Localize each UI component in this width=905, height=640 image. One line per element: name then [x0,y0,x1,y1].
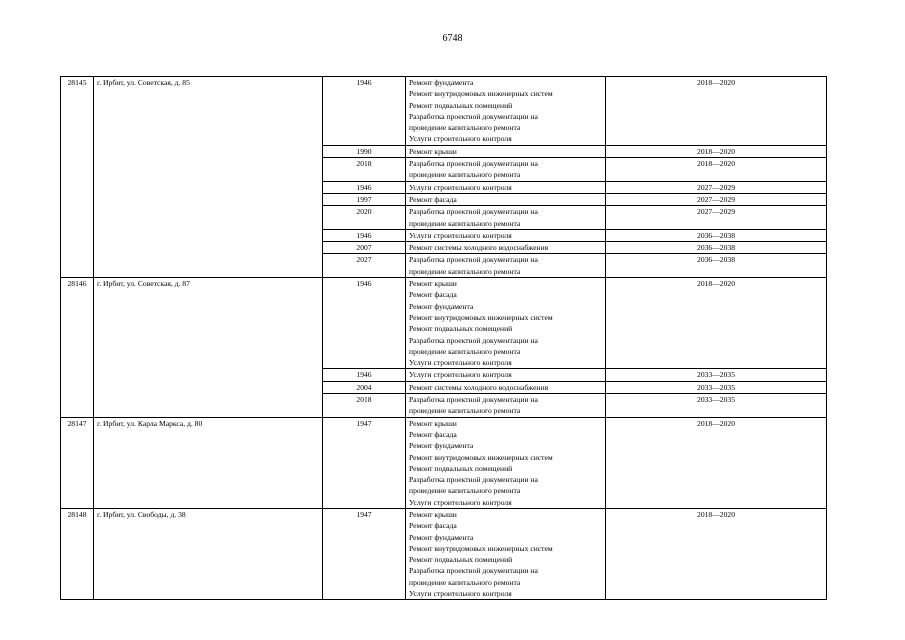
house-number: 28145 [61,77,94,278]
work-item: проведение капитального ремонта [409,577,521,587]
period-cell: 2018—2020 [606,145,827,157]
period-cell: 2033—2035 [606,381,827,393]
works-cell [406,369,606,381]
work-item: Ремонт внутридомовых инженерных систем [409,89,553,99]
work-item: Разработка проектной документации на [409,159,538,169]
period-cell: 2018—2020 [606,77,827,146]
work-item: Разработка проектной документации на [409,395,538,405]
works-cell [406,381,606,393]
work-item: Ремонт крыши [409,279,457,289]
work-item: проведение капитального ремонта [409,406,521,416]
year-cell: 2018 [323,394,406,418]
table-row [61,77,827,146]
work-item: Ремонт подвальных помещений [409,555,513,565]
work-item: Услуги строительного контроля [409,358,512,368]
work-item: Разработка проектной документации на [409,207,538,217]
table-row [61,278,827,369]
works-cell [406,254,606,278]
works-cell [406,193,606,205]
work-item: Ремонт фундамента [409,78,474,87]
work-item: Ремонт внутридомовых инженерных систем [409,312,553,322]
work-item: Разработка проектной документации на [409,335,538,345]
house-number: 28147 [61,417,94,508]
year-cell: 1946 [323,229,406,241]
work-item: Услуги строительного контроля [409,134,512,144]
house-number: 28146 [61,278,94,418]
work-item: Ремонт фундамента [409,301,474,311]
year-cell: 2004 [323,381,406,393]
work-item: Услуги строительного контроля [409,230,512,240]
year-cell: 1947 [323,508,406,599]
period-cell: 2018—2020 [606,508,827,599]
work-item: Разработка проектной документации на [409,111,538,121]
period-cell: 2036—2038 [606,242,827,254]
work-item: Ремонт внутридомовых инженерных систем [409,452,553,462]
work-item: проведение капитального ремонта [409,486,521,496]
period-cell: 2027—2029 [606,206,827,230]
period-cell: 2033—2035 [606,369,827,381]
work-item: Ремонт фасада [409,290,457,300]
year-cell: 1946 [323,77,406,146]
period-cell: 2018—2020 [606,417,827,508]
work-item: Услуги строительного контроля [409,370,512,380]
work-item: Ремонт фасада [409,429,457,439]
year-cell: 1946 [323,181,406,193]
works-cell [406,206,606,230]
work-item: Услуги строительного контроля [409,589,512,599]
year-cell: 1946 [323,369,406,381]
period-cell: 2036—2038 [606,229,827,241]
house-address: г. Ирбит, ул. Советская, д. 87 [94,278,323,418]
page-number: 6748 [442,33,463,44]
works-cell [406,77,606,146]
work-item: Ремонт крыши [409,146,457,156]
work-item: проведение капитального ремонта [409,123,521,133]
house-number: 28148 [61,508,94,599]
year-cell: 2018 [323,158,406,182]
period-cell: 2018—2020 [606,278,827,369]
work-item: Ремонт системы холодного водоснабжения [409,382,549,392]
works-cell [406,242,606,254]
work-item: Ремонт подвальных помещений [409,463,513,473]
year-cell: 1946 [323,278,406,369]
works-cell [406,508,606,599]
period-cell: 2027—2029 [606,181,827,193]
work-item: Услуги строительного контроля [409,182,512,192]
works-cell [406,229,606,241]
work-item: Разработка проектной документации на [409,475,538,485]
works-cell [406,394,606,418]
work-item: Ремонт подвальных помещений [409,100,513,110]
works-cell [406,145,606,157]
work-item: Разработка проектной документации на [409,255,538,265]
work-item: проведение капитального ремонта [409,266,521,276]
work-item: проведение капитального ремонта [409,346,521,356]
house-address: г. Ирбит, ул. Карла Маркса, д. 80 [94,417,323,508]
work-item: Ремонт крыши [409,418,457,428]
year-cell: 1947 [323,417,406,508]
period-cell: 2033—2035 [606,394,827,418]
period-cell: 2036—2038 [606,254,827,278]
house-address: г. Ирбит, ул. Свободы, д. 38 [94,508,323,599]
works-cell [406,181,606,193]
work-item: проведение капитального ремонта [409,218,521,228]
registry-body [61,77,827,600]
table-row [61,417,827,508]
work-item: проведение капитального ремонта [409,170,521,180]
work-item: Ремонт системы холодного водоснабжения [409,243,549,253]
work-item: Услуги строительного контроля [409,497,512,507]
work-item: Ремонт фасада [409,521,457,531]
work-item: Ремонт крыши [409,509,457,519]
year-cell: 2020 [323,206,406,230]
year-cell: 2007 [323,242,406,254]
work-item: Ремонт подвальных помещений [409,324,513,334]
table-row [61,508,827,599]
period-cell: 2027—2029 [606,193,827,205]
year-cell: 1990 [323,145,406,157]
works-cell [406,278,606,369]
period-cell: 2018—2020 [606,158,827,182]
works-cell [406,417,606,508]
year-cell: 2027 [323,254,406,278]
work-item: Ремонт фундамента [409,532,474,542]
house-address: г. Ирбит, ул. Советская, д. 85 [94,77,323,278]
year-cell: 1997 [323,193,406,205]
work-item: Ремонт фасада [409,194,457,204]
work-item: Ремонт внутридомовых инженерных систем [409,543,553,553]
repair-schedule-table [60,76,827,600]
works-cell [406,158,606,182]
work-item: Ремонт фундамента [409,441,474,451]
work-item: Разработка проектной документации на [409,566,538,576]
